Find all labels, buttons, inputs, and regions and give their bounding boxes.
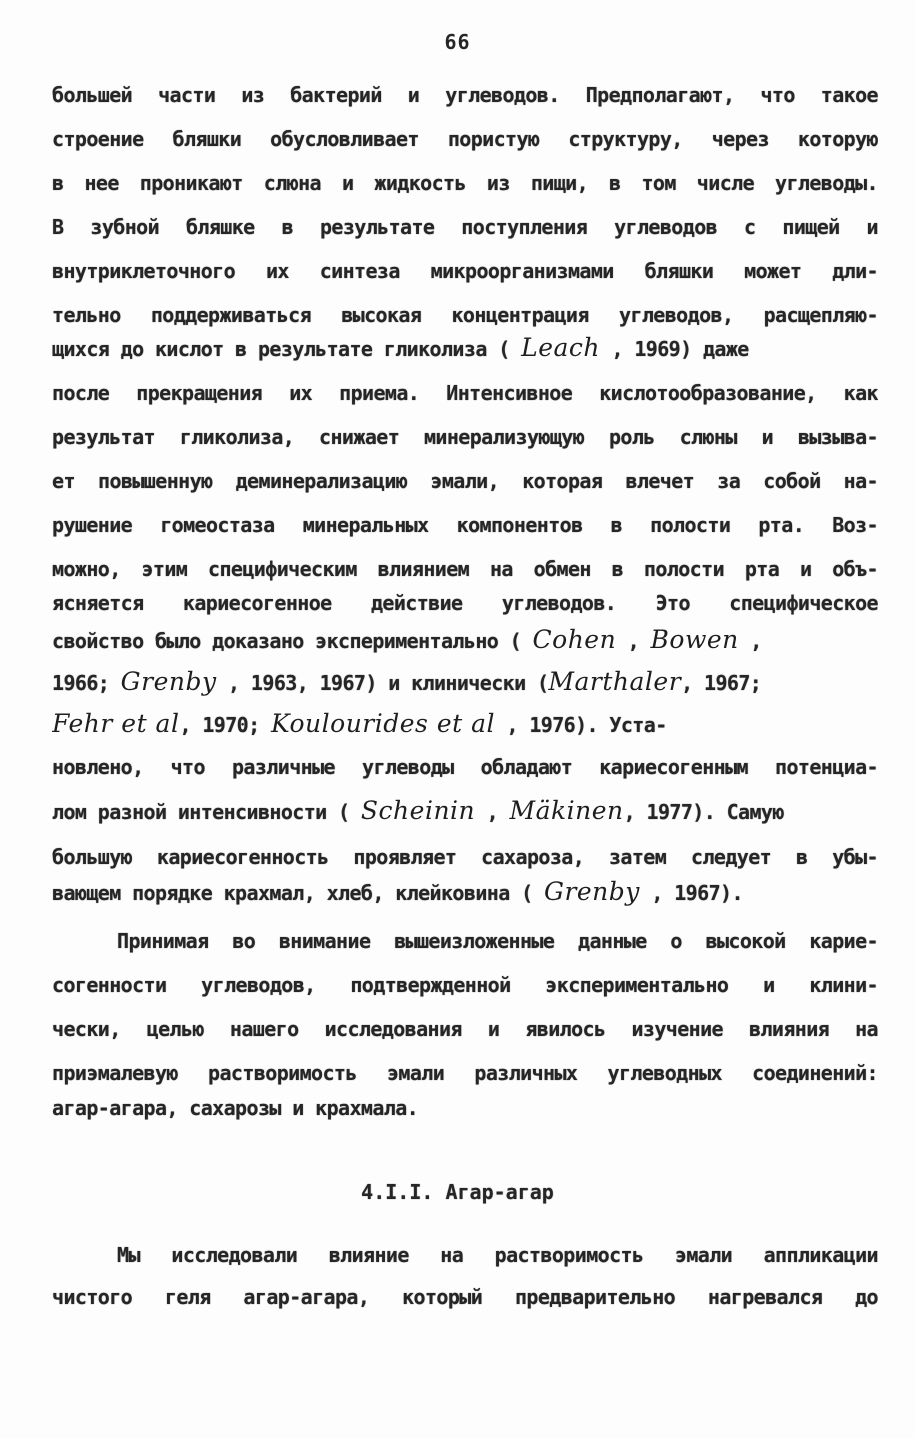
text-fragment: , 1976). Уста- — [495, 713, 667, 737]
text-line: рушение гомеостаза минеральных компонентов в полости рта. Воз- — [52, 513, 878, 537]
text-line: ет повышенную деминерализацию эмали, которая влечет за собой на- — [52, 469, 878, 493]
text-line — [52, 333, 878, 363]
text-fragment: , 1977). Самую — [623, 800, 784, 824]
handwritten-author: Leach — [521, 333, 600, 362]
text-line: внутриклеточного их синтеза микроорганизмами бляшки может дли- — [52, 259, 878, 283]
text-line: большей части из бактерий и углеводов. Предполагают, что такое — [52, 83, 878, 107]
text-fragment: , 1967). — [639, 881, 743, 905]
text-line: результат гликолиза, снижает минерализующую роль слюны и вызыва- — [52, 425, 878, 449]
text-line — [52, 625, 878, 655]
section-heading: 4.I.I. Агар-агар — [361, 1180, 554, 1204]
text-line: согенности углеводов, подтвержденной экспериментально и клини- — [52, 973, 878, 997]
text-line: приэмалевую растворимость эмали различных углеводных соединений: — [52, 1061, 878, 1085]
handwritten-author: Fehr et al — [52, 709, 180, 738]
handwritten-author: Grenby — [120, 667, 217, 696]
text-fragment: , — [738, 629, 762, 653]
text-line: в нее проникают слюна и жидкость из пищи, в том числе углеводы. — [52, 171, 878, 195]
text-line — [52, 877, 878, 907]
text-fragment: лом разной интенсивности ( — [52, 800, 361, 824]
text-fragment: , 1963, 1967) и клинически ( — [216, 671, 549, 695]
handwritten-author: Cohen — [532, 625, 617, 654]
text-fragment: 1966; — [52, 671, 121, 695]
text-line: Принимая во внимание вышеизложенные данные о высокой карие- — [117, 929, 878, 953]
text-line: тельно поддерживаться высокая концентрация углеводов, расщепляю- — [52, 303, 878, 327]
handwritten-author: Scheinin — [360, 796, 476, 825]
text-line: В зубной бляшке в результате поступления углеводов с пищей и — [52, 215, 878, 239]
text-fragment: свойство было доказано экспериментально ( — [52, 629, 533, 653]
handwritten-author: Koulourides et al — [271, 709, 496, 738]
text-line — [52, 796, 878, 826]
text-line: агар-агара, сахарозы и крахмала. — [52, 1096, 419, 1120]
text-fragment: щихся до кислот в результате гликолиза ( — [52, 337, 522, 361]
text-fragment: , — [616, 629, 651, 653]
text-fragment: вающем порядке крахмал, хлеб, клейковина ( — [52, 881, 544, 905]
page-number: 66 — [444, 30, 471, 54]
handwritten-author: Bowen — [650, 625, 739, 654]
text-line: после прекращения их приема. Интенсивное кислотообразование, как — [52, 381, 878, 405]
text-line: чески, целью нашего исследования и явилось изучение влияния на — [52, 1017, 878, 1041]
text-line — [52, 667, 878, 697]
text-line: большую кариесогенность проявляет сахароза, затем следует в убы- — [52, 845, 878, 869]
text-fragment: , 1967; — [681, 671, 762, 695]
text-line: Мы исследовали влияние на растворимость эмали аппликации — [117, 1243, 878, 1267]
text-line — [52, 709, 878, 739]
handwritten-author: Mäkinen — [509, 796, 624, 825]
handwritten-author: Grenby — [543, 877, 640, 906]
text-fragment: , 1969) даже — [600, 337, 749, 361]
text-line: можно, этим специфическим влиянием на обмен в полости рта и объ- — [52, 557, 878, 581]
text-line: новлено, что различные углеводы обладают кариесогенным потенциа- — [52, 755, 878, 779]
text-line: строение бляшки обусловливает пористую структуру, через которую — [52, 127, 878, 151]
text-line: чистого геля агар-агара, который предварительно нагревался до — [52, 1285, 878, 1309]
text-line: ясняется кариесогенное действие углеводов. Это специфическое — [52, 591, 878, 615]
text-fragment: , — [475, 800, 510, 824]
text-fragment: , 1970; — [179, 713, 271, 737]
handwritten-author: Marthaler — [548, 667, 682, 696]
